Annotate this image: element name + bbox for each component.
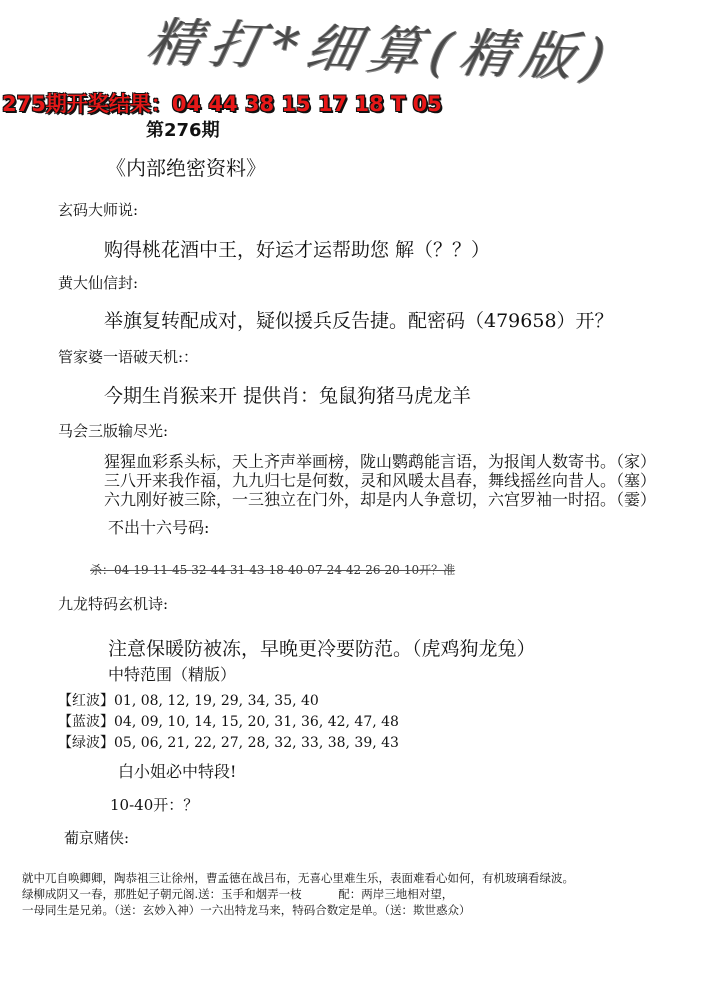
guanjia-label: 管家婆一语破天机:： bbox=[58, 348, 199, 366]
section-title: 《内部绝密资料》 bbox=[106, 156, 266, 180]
handwritten-title: 精打*细算(精版) bbox=[142, 12, 621, 90]
draw-result-banner: 275期开奖结果：04 44 38 15 17 18 T 05 bbox=[2, 92, 442, 116]
bai-text: 白小姐必中特段! bbox=[118, 762, 237, 781]
no16-label: 不出十六号码: bbox=[108, 518, 210, 537]
range-title: 中特范围（精版） bbox=[108, 665, 237, 684]
poem-line: 三八开来我作福，九九归七是何数，灵和风暖太昌春，舞线摇丝向昔人。（塞） bbox=[104, 471, 657, 490]
wave-row-blue bbox=[58, 711, 399, 731]
wave-tag: 【红波】 bbox=[58, 693, 114, 709]
wave-tag: 【蓝波】 bbox=[58, 714, 114, 730]
mahui-poem bbox=[104, 452, 656, 509]
poem-line: 六九刚好被三除，一三独立在门外，却是内人争意切，六宫罗袖一时招。（霎） bbox=[104, 490, 657, 509]
wave-row-red bbox=[58, 690, 319, 710]
putao-label: 葡京赌侠: bbox=[64, 829, 130, 847]
wave-numbers: 05, 06, 21, 22, 27, 28, 32, 33, 38, 39, 43 bbox=[114, 735, 399, 751]
jiulong-label: 九龙特码玄机诗: bbox=[58, 595, 169, 613]
wave-row-green bbox=[58, 732, 399, 752]
range-text: 10-40开：？ bbox=[110, 796, 199, 814]
guanjia-text: 今期生肖猴来开 提供肖：兔鼠狗猪马虎龙羊 bbox=[104, 385, 472, 407]
kill-numbers: 杀：04-19-11-45-32-44-31-43-18-40-07-24-42-26-20-10开？准 bbox=[90, 563, 456, 577]
xuanma-text: 购得桃花酒中王，好运才运帮助您 解（？？） bbox=[104, 239, 491, 261]
putao-text bbox=[22, 870, 574, 918]
wave-numbers: 04, 09, 10, 14, 15, 20, 31, 36, 42, 47, 48 bbox=[114, 714, 399, 730]
putao-line: 绿柳成阴又一春，那胜妃子朝元阁.送：玉手和烟弄一枝 配：两岸三地相对望， bbox=[22, 887, 454, 901]
wave-numbers: 01, 08, 12, 19, 29, 34, 35, 40 bbox=[114, 693, 319, 709]
huang-label: 黄大仙信封: bbox=[58, 274, 139, 292]
xuanma-label: 玄码大师说: bbox=[58, 201, 139, 219]
jiulong-text: 注意保暖防被冻，早晚更冷要防范。（虎鸡狗龙兔） bbox=[108, 638, 536, 660]
poem-line: 猩猩血彩系头标，天上齐声举画榜，陇山鹦鹉能言语，为报闺人数寄书。（家） bbox=[104, 452, 657, 471]
putao-line: 就中兀自唤卿卿，陶恭祖三让徐州，曹孟德在战吕布，无喜心里难生乐，表面难看心如何，有机玻璃看绿波。 bbox=[22, 871, 574, 885]
putao-line: 一母同生是兄弟。（送：玄妙入神）一六出特龙马来，特码合数定是单。（送：欺世惑众） bbox=[22, 903, 471, 917]
issue-number: 第276期 bbox=[146, 120, 220, 141]
wave-tag: 【绿波】 bbox=[58, 735, 114, 751]
huang-text: 举旗复转配成对，疑似援兵反告捷。配密码（479658）开？ bbox=[104, 310, 614, 332]
mahui-label: 马会三版输尽光: bbox=[58, 422, 169, 440]
